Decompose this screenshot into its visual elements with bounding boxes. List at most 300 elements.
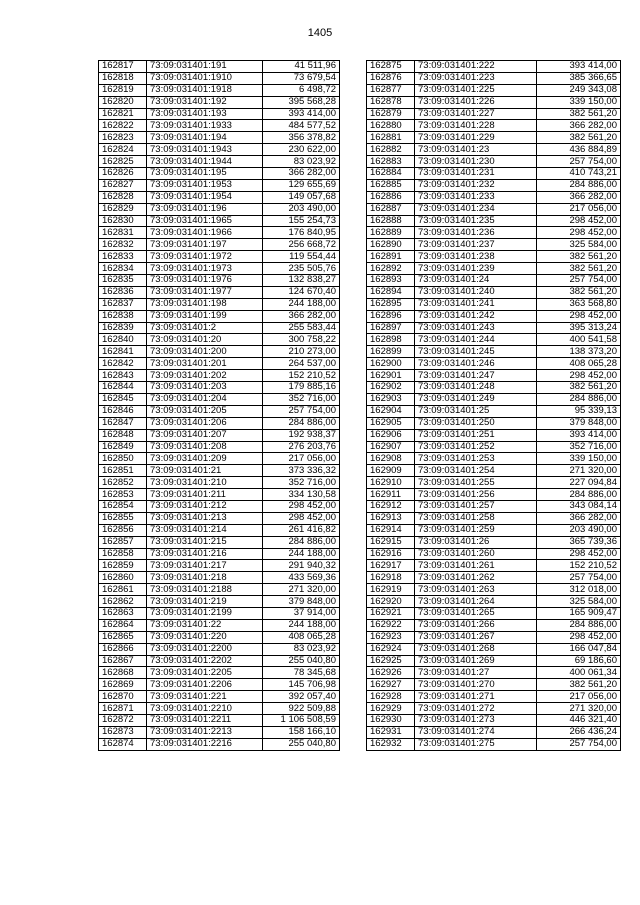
table-row: [367, 84, 621, 96]
row-number-cell: 162901: [367, 370, 415, 382]
row-number-cell: 162898: [367, 334, 415, 346]
row-number-cell: 162917: [367, 560, 415, 572]
cadastral-value-cell: 363 568,80: [537, 298, 621, 310]
cadastral-value-cell: 393 414,00: [263, 108, 340, 120]
cadastral-value-cell: 271 320,00: [537, 465, 621, 477]
cadastral-value-cell: 393 414,00: [537, 429, 621, 441]
table-row: [99, 631, 340, 643]
table-row: [99, 572, 340, 584]
row-number-cell: 162920: [367, 596, 415, 608]
cadastral-value-cell: 37 914,00: [263, 607, 340, 619]
table-row: [99, 346, 340, 358]
table-row: [99, 524, 340, 536]
table-row: [367, 477, 621, 489]
cadastral-number-cell: 73:09:031401:204: [147, 393, 263, 405]
cadastral-value-cell: 298 452,00: [537, 370, 621, 382]
cadastral-value-cell: 129 655,69: [263, 179, 340, 191]
cadastral-number-cell: 73:09:031401:203: [147, 382, 263, 394]
row-number-cell: 162852: [99, 477, 147, 489]
row-number-cell: 162873: [99, 726, 147, 738]
cadastral-value-cell: 255 040,80: [263, 738, 340, 750]
cadastral-value-cell: 138 373,20: [537, 346, 621, 358]
row-number-cell: 162833: [99, 251, 147, 263]
row-number-cell: 162886: [367, 191, 415, 203]
table-row: [99, 429, 340, 441]
cadastral-value-cell: 339 150,00: [537, 453, 621, 465]
table-row: [367, 275, 621, 287]
cadastral-number-cell: 73:09:031401:268: [415, 643, 537, 655]
table-row: [99, 382, 340, 394]
table-row: [99, 453, 340, 465]
cadastral-value-cell: 382 561,20: [537, 382, 621, 394]
table-row: [99, 84, 340, 96]
cadastral-value-cell: 255 583,44: [263, 322, 340, 334]
cadastral-value-cell: 298 452,00: [263, 512, 340, 524]
table-row: [367, 263, 621, 275]
row-number-cell: 162896: [367, 310, 415, 322]
cadastral-number-cell: 73:09:031401:238: [415, 251, 537, 263]
row-number-cell: 162843: [99, 370, 147, 382]
cadastral-number-cell: 73:09:031401:273: [415, 714, 537, 726]
table-row: [367, 144, 621, 156]
cadastral-value-cell: 179 885,16: [263, 382, 340, 394]
row-number-cell: 162825: [99, 156, 147, 168]
cadastral-value-cell: 433 569,36: [263, 572, 340, 584]
cadastral-number-cell: 73:09:031401:227: [415, 108, 537, 120]
row-number-cell: 162828: [99, 191, 147, 203]
row-number-cell: 162848: [99, 429, 147, 441]
cadastral-value-cell: 400 061,34: [537, 667, 621, 679]
cadastral-number-cell: 73:09:031401:246: [415, 358, 537, 370]
register-table-right: [366, 60, 621, 751]
cadastral-value-cell: 124 670,40: [263, 286, 340, 298]
cadastral-number-cell: 73:09:031401:202: [147, 370, 263, 382]
row-number-cell: 162887: [367, 203, 415, 215]
table-row: [367, 227, 621, 239]
row-number-cell: 162826: [99, 168, 147, 180]
table-row: [99, 714, 340, 726]
cadastral-number-cell: 73:09:031401:274: [415, 726, 537, 738]
table-row: [367, 179, 621, 191]
table-row: [99, 596, 340, 608]
cadastral-number-cell: 73:09:031401:1954: [147, 191, 263, 203]
table-row: [99, 584, 340, 596]
cadastral-value-cell: 249 343,08: [537, 84, 621, 96]
row-number-cell: 162850: [99, 453, 147, 465]
cadastral-number-cell: 73:09:031401:250: [415, 417, 537, 429]
cadastral-value-cell: 264 537,00: [263, 358, 340, 370]
cadastral-value-cell: 284 886,00: [263, 417, 340, 429]
table-row: [99, 298, 340, 310]
cadastral-number-cell: 73:09:031401:207: [147, 429, 263, 441]
table-row: [367, 334, 621, 346]
table-row: [367, 596, 621, 608]
cadastral-number-cell: 73:09:031401:233: [415, 191, 537, 203]
row-number-cell: 162906: [367, 429, 415, 441]
cadastral-value-cell: 284 886,00: [537, 619, 621, 631]
cadastral-number-cell: 73:09:031401:22: [147, 619, 263, 631]
table-row: [367, 393, 621, 405]
cadastral-value-cell: 325 584,00: [537, 596, 621, 608]
table-row: [99, 334, 340, 346]
table-row: [99, 548, 340, 560]
cadastral-number-cell: 73:09:031401:197: [147, 239, 263, 251]
table-row: [99, 500, 340, 512]
table-row: [99, 275, 340, 287]
table-row: [367, 703, 621, 715]
cadastral-number-cell: 73:09:031401:259: [415, 524, 537, 536]
cadastral-value-cell: 152 210,52: [537, 560, 621, 572]
cadastral-value-cell: 152 210,52: [263, 370, 340, 382]
row-number-cell: 162870: [99, 691, 147, 703]
table-row: [99, 655, 340, 667]
table-row: [367, 572, 621, 584]
table-row: [367, 714, 621, 726]
cadastral-number-cell: 73:09:031401:24: [415, 275, 537, 287]
cadastral-value-cell: 373 336,32: [263, 465, 340, 477]
row-number-cell: 162915: [367, 536, 415, 548]
cadastral-number-cell: 73:09:031401:1953: [147, 179, 263, 191]
table-row: [99, 61, 340, 73]
row-number-cell: 162909: [367, 465, 415, 477]
cadastral-value-cell: 244 188,00: [263, 298, 340, 310]
table-row: [99, 405, 340, 417]
row-number-cell: 162879: [367, 108, 415, 120]
cadastral-value-cell: 408 065,28: [537, 358, 621, 370]
cadastral-number-cell: 73:09:031401:2213: [147, 726, 263, 738]
cadastral-value-cell: 203 490,00: [537, 524, 621, 536]
row-number-cell: 162856: [99, 524, 147, 536]
cadastral-number-cell: 73:09:031401:234: [415, 203, 537, 215]
cadastral-number-cell: 73:09:031401:219: [147, 596, 263, 608]
cadastral-value-cell: 298 452,00: [263, 500, 340, 512]
cadastral-number-cell: 73:09:031401:254: [415, 465, 537, 477]
cadastral-number-cell: 73:09:031401:245: [415, 346, 537, 358]
table-row: [99, 679, 340, 691]
table-row: [367, 441, 621, 453]
cadastral-number-cell: 73:09:031401:272: [415, 703, 537, 715]
row-number-cell: 162904: [367, 405, 415, 417]
cadastral-value-cell: 284 886,00: [537, 489, 621, 501]
table-row: [367, 120, 621, 132]
row-number-cell: 162822: [99, 120, 147, 132]
cadastral-value-cell: 257 754,00: [537, 738, 621, 750]
row-number-cell: 162929: [367, 703, 415, 715]
cadastral-value-cell: 256 668,72: [263, 239, 340, 251]
row-number-cell: 162830: [99, 215, 147, 227]
row-number-cell: 162913: [367, 512, 415, 524]
row-number-cell: 162819: [99, 84, 147, 96]
table-row: [367, 512, 621, 524]
cadastral-number-cell: 73:09:031401:258: [415, 512, 537, 524]
cadastral-value-cell: 300 758,22: [263, 334, 340, 346]
cadastral-number-cell: 73:09:031401:249: [415, 393, 537, 405]
row-number-cell: 162885: [367, 179, 415, 191]
cadastral-value-cell: 257 754,00: [537, 275, 621, 287]
cadastral-value-cell: 95 339,13: [537, 405, 621, 417]
cadastral-number-cell: 73:09:031401:231: [415, 168, 537, 180]
table-row: [99, 132, 340, 144]
row-number-cell: 162823: [99, 132, 147, 144]
table-row: [367, 405, 621, 417]
row-number-cell: 162905: [367, 417, 415, 429]
table-row: [367, 631, 621, 643]
row-number-cell: 162882: [367, 144, 415, 156]
cadastral-value-cell: 366 282,00: [537, 191, 621, 203]
row-number-cell: 162926: [367, 667, 415, 679]
cadastral-number-cell: 73:09:031401:26: [415, 536, 537, 548]
table-row: [367, 691, 621, 703]
table-row: [367, 429, 621, 441]
row-number-cell: 162922: [367, 619, 415, 631]
table-row: [99, 726, 340, 738]
table-row: [99, 691, 340, 703]
cadastral-value-cell: 298 452,00: [537, 215, 621, 227]
cadastral-value-cell: 382 561,20: [537, 132, 621, 144]
cadastral-number-cell: 73:09:031401:200: [147, 346, 263, 358]
cadastral-value-cell: 436 884,89: [537, 144, 621, 156]
table-row: [99, 370, 340, 382]
table-row: [99, 738, 340, 750]
row-number-cell: 162924: [367, 643, 415, 655]
cadastral-value-cell: 298 452,00: [537, 310, 621, 322]
row-number-cell: 162869: [99, 679, 147, 691]
table-row: [367, 548, 621, 560]
table-row: [99, 286, 340, 298]
cadastral-value-cell: 325 584,00: [537, 239, 621, 251]
cadastral-value-cell: 192 938,37: [263, 429, 340, 441]
row-number-cell: 162827: [99, 179, 147, 191]
cadastral-number-cell: 73:09:031401:239: [415, 263, 537, 275]
row-number-cell: 162883: [367, 156, 415, 168]
cadastral-value-cell: 257 754,00: [537, 572, 621, 584]
cadastral-number-cell: 73:09:031401:2: [147, 322, 263, 334]
cadastral-number-cell: 73:09:031401:198: [147, 298, 263, 310]
table-row: [367, 417, 621, 429]
row-number-cell: 162831: [99, 227, 147, 239]
cadastral-value-cell: 385 366,65: [537, 72, 621, 84]
cadastral-number-cell: 73:09:031401:1944: [147, 156, 263, 168]
row-number-cell: 162891: [367, 251, 415, 263]
cadastral-value-cell: 408 065,28: [263, 631, 340, 643]
cadastral-value-cell: 284 886,00: [263, 536, 340, 548]
cadastral-number-cell: 73:09:031401:27: [415, 667, 537, 679]
cadastral-number-cell: 73:09:031401:260: [415, 548, 537, 560]
cadastral-number-cell: 73:09:031401:193: [147, 108, 263, 120]
row-number-cell: 162894: [367, 286, 415, 298]
table-row: [367, 108, 621, 120]
cadastral-value-cell: 922 509,88: [263, 703, 340, 715]
cadastral-number-cell: 73:09:031401:235: [415, 215, 537, 227]
row-number-cell: 162829: [99, 203, 147, 215]
cadastral-number-cell: 73:09:031401:2188: [147, 584, 263, 596]
table-row: [99, 251, 340, 263]
cadastral-value-cell: 165 909,47: [537, 607, 621, 619]
cadastral-number-cell: 73:09:031401:212: [147, 500, 263, 512]
table-row: [99, 393, 340, 405]
row-number-cell: 162889: [367, 227, 415, 239]
table-row: [367, 370, 621, 382]
cadastral-number-cell: 73:09:031401:267: [415, 631, 537, 643]
cadastral-number-cell: 73:09:031401:21: [147, 465, 263, 477]
table-row: [99, 227, 340, 239]
row-number-cell: 162895: [367, 298, 415, 310]
cadastral-value-cell: 395 313,24: [537, 322, 621, 334]
cadastral-number-cell: 73:09:031401:229: [415, 132, 537, 144]
cadastral-value-cell: 83 023,92: [263, 643, 340, 655]
cadastral-number-cell: 73:09:031401:243: [415, 322, 537, 334]
cadastral-number-cell: 73:09:031401:2205: [147, 667, 263, 679]
cadastral-number-cell: 73:09:031401:194: [147, 132, 263, 144]
row-number-cell: 162930: [367, 714, 415, 726]
row-number-cell: 162902: [367, 382, 415, 394]
table-row: [367, 322, 621, 334]
cadastral-value-cell: 343 084,14: [537, 500, 621, 512]
cadastral-value-cell: 149 057,68: [263, 191, 340, 203]
table-row: [367, 524, 621, 536]
row-number-cell: 162824: [99, 144, 147, 156]
row-number-cell: 162914: [367, 524, 415, 536]
cadastral-value-cell: 284 886,00: [537, 393, 621, 405]
cadastral-value-cell: 298 452,00: [537, 227, 621, 239]
cadastral-value-cell: 382 561,20: [537, 263, 621, 275]
cadastral-number-cell: 73:09:031401:2210: [147, 703, 263, 715]
table-row: [367, 61, 621, 73]
table-row: [367, 358, 621, 370]
cadastral-number-cell: 73:09:031401:271: [415, 691, 537, 703]
row-number-cell: 162842: [99, 358, 147, 370]
cadastral-number-cell: 73:09:031401:201: [147, 358, 263, 370]
table-row: [99, 358, 340, 370]
page-number: 1405: [307, 27, 333, 39]
cadastral-value-cell: 484 577,52: [263, 120, 340, 132]
cadastral-number-cell: 73:09:031401:269: [415, 655, 537, 667]
cadastral-number-cell: 73:09:031401:23: [415, 144, 537, 156]
table-row: [367, 251, 621, 263]
cadastral-number-cell: 73:09:031401:223: [415, 72, 537, 84]
cadastral-number-cell: 73:09:031401:196: [147, 203, 263, 215]
cadastral-number-cell: 73:09:031401:228: [415, 120, 537, 132]
cadastral-number-cell: 73:09:031401:1976: [147, 275, 263, 287]
cadastral-value-cell: 366 282,00: [537, 512, 621, 524]
cadastral-number-cell: 73:09:031401:2206: [147, 679, 263, 691]
table-row: [367, 382, 621, 394]
cadastral-value-cell: 334 130,58: [263, 489, 340, 501]
table-row: [367, 500, 621, 512]
cadastral-number-cell: 73:09:031401:208: [147, 441, 263, 453]
cadastral-value-cell: 382 561,20: [537, 679, 621, 691]
row-number-cell: 162912: [367, 500, 415, 512]
table-row: [99, 477, 340, 489]
cadastral-number-cell: 73:09:031401:1933: [147, 120, 263, 132]
row-number-cell: 162858: [99, 548, 147, 560]
table-row: [99, 512, 340, 524]
cadastral-number-cell: 73:09:031401:252: [415, 441, 537, 453]
row-number-cell: 162921: [367, 607, 415, 619]
row-number-cell: 162845: [99, 393, 147, 405]
row-number-cell: 162897: [367, 322, 415, 334]
table-row: [99, 168, 340, 180]
cadastral-value-cell: 78 345,68: [263, 667, 340, 679]
row-number-cell: 162892: [367, 263, 415, 275]
row-number-cell: 162839: [99, 322, 147, 334]
cadastral-number-cell: 73:09:031401:253: [415, 453, 537, 465]
cadastral-value-cell: 261 416,82: [263, 524, 340, 536]
row-number-cell: 162867: [99, 655, 147, 667]
row-number-cell: 162872: [99, 714, 147, 726]
table-row: [367, 643, 621, 655]
table-row: [99, 643, 340, 655]
row-number-cell: 162884: [367, 168, 415, 180]
cadastral-number-cell: 73:09:031401:2200: [147, 643, 263, 655]
table-row: [99, 441, 340, 453]
cadastral-number-cell: 73:09:031401:232: [415, 179, 537, 191]
row-number-cell: 162849: [99, 441, 147, 453]
cadastral-value-cell: 366 282,00: [263, 168, 340, 180]
cadastral-number-cell: 73:09:031401:270: [415, 679, 537, 691]
row-number-cell: 162916: [367, 548, 415, 560]
cadastral-value-cell: 382 561,20: [537, 108, 621, 120]
table-row: [367, 298, 621, 310]
cadastral-value-cell: 271 320,00: [537, 703, 621, 715]
cadastral-number-cell: 73:09:031401:236: [415, 227, 537, 239]
cadastral-value-cell: 352 716,00: [263, 477, 340, 489]
table-row: [99, 72, 340, 84]
cadastral-value-cell: 410 743,21: [537, 168, 621, 180]
cadastral-number-cell: 73:09:031401:214: [147, 524, 263, 536]
row-number-cell: 162878: [367, 96, 415, 108]
row-number-cell: 162874: [99, 738, 147, 750]
cadastral-number-cell: 73:09:031401:220: [147, 631, 263, 643]
cadastral-number-cell: 73:09:031401:218: [147, 572, 263, 584]
row-number-cell: 162877: [367, 84, 415, 96]
cadastral-value-cell: 73 679,54: [263, 72, 340, 84]
cadastral-value-cell: 132 838,27: [263, 275, 340, 287]
table-row: [367, 191, 621, 203]
register-table-left: [98, 60, 340, 751]
cadastral-value-cell: 257 754,00: [263, 405, 340, 417]
cadastral-value-cell: 6 498,72: [263, 84, 340, 96]
cadastral-value-cell: 217 056,00: [537, 203, 621, 215]
row-number-cell: 162835: [99, 275, 147, 287]
table-row: [99, 667, 340, 679]
table-row: [99, 619, 340, 631]
table-row: [367, 726, 621, 738]
cadastral-number-cell: 73:09:031401:206: [147, 417, 263, 429]
cadastral-value-cell: 395 568,28: [263, 96, 340, 108]
row-number-cell: 162881: [367, 132, 415, 144]
row-number-cell: 162888: [367, 215, 415, 227]
cadastral-value-cell: 217 056,00: [263, 453, 340, 465]
cadastral-number-cell: 73:09:031401:1972: [147, 251, 263, 263]
table-row: [99, 703, 340, 715]
row-number-cell: 162820: [99, 96, 147, 108]
row-number-cell: 162860: [99, 572, 147, 584]
row-number-cell: 162821: [99, 108, 147, 120]
cadastral-value-cell: 382 561,20: [537, 251, 621, 263]
cadastral-value-cell: 255 040,80: [263, 655, 340, 667]
table-row: [367, 346, 621, 358]
cadastral-value-cell: 210 273,00: [263, 346, 340, 358]
cadastral-number-cell: 73:09:031401:199: [147, 310, 263, 322]
cadastral-value-cell: 1 106 508,59: [263, 714, 340, 726]
table-row: [367, 584, 621, 596]
cadastral-value-cell: 393 414,00: [537, 61, 621, 73]
cadastral-value-cell: 119 554,44: [263, 251, 340, 263]
cadastral-number-cell: 73:09:031401:215: [147, 536, 263, 548]
cadastral-number-cell: 73:09:031401:216: [147, 548, 263, 560]
cadastral-number-cell: 73:09:031401:225: [415, 84, 537, 96]
